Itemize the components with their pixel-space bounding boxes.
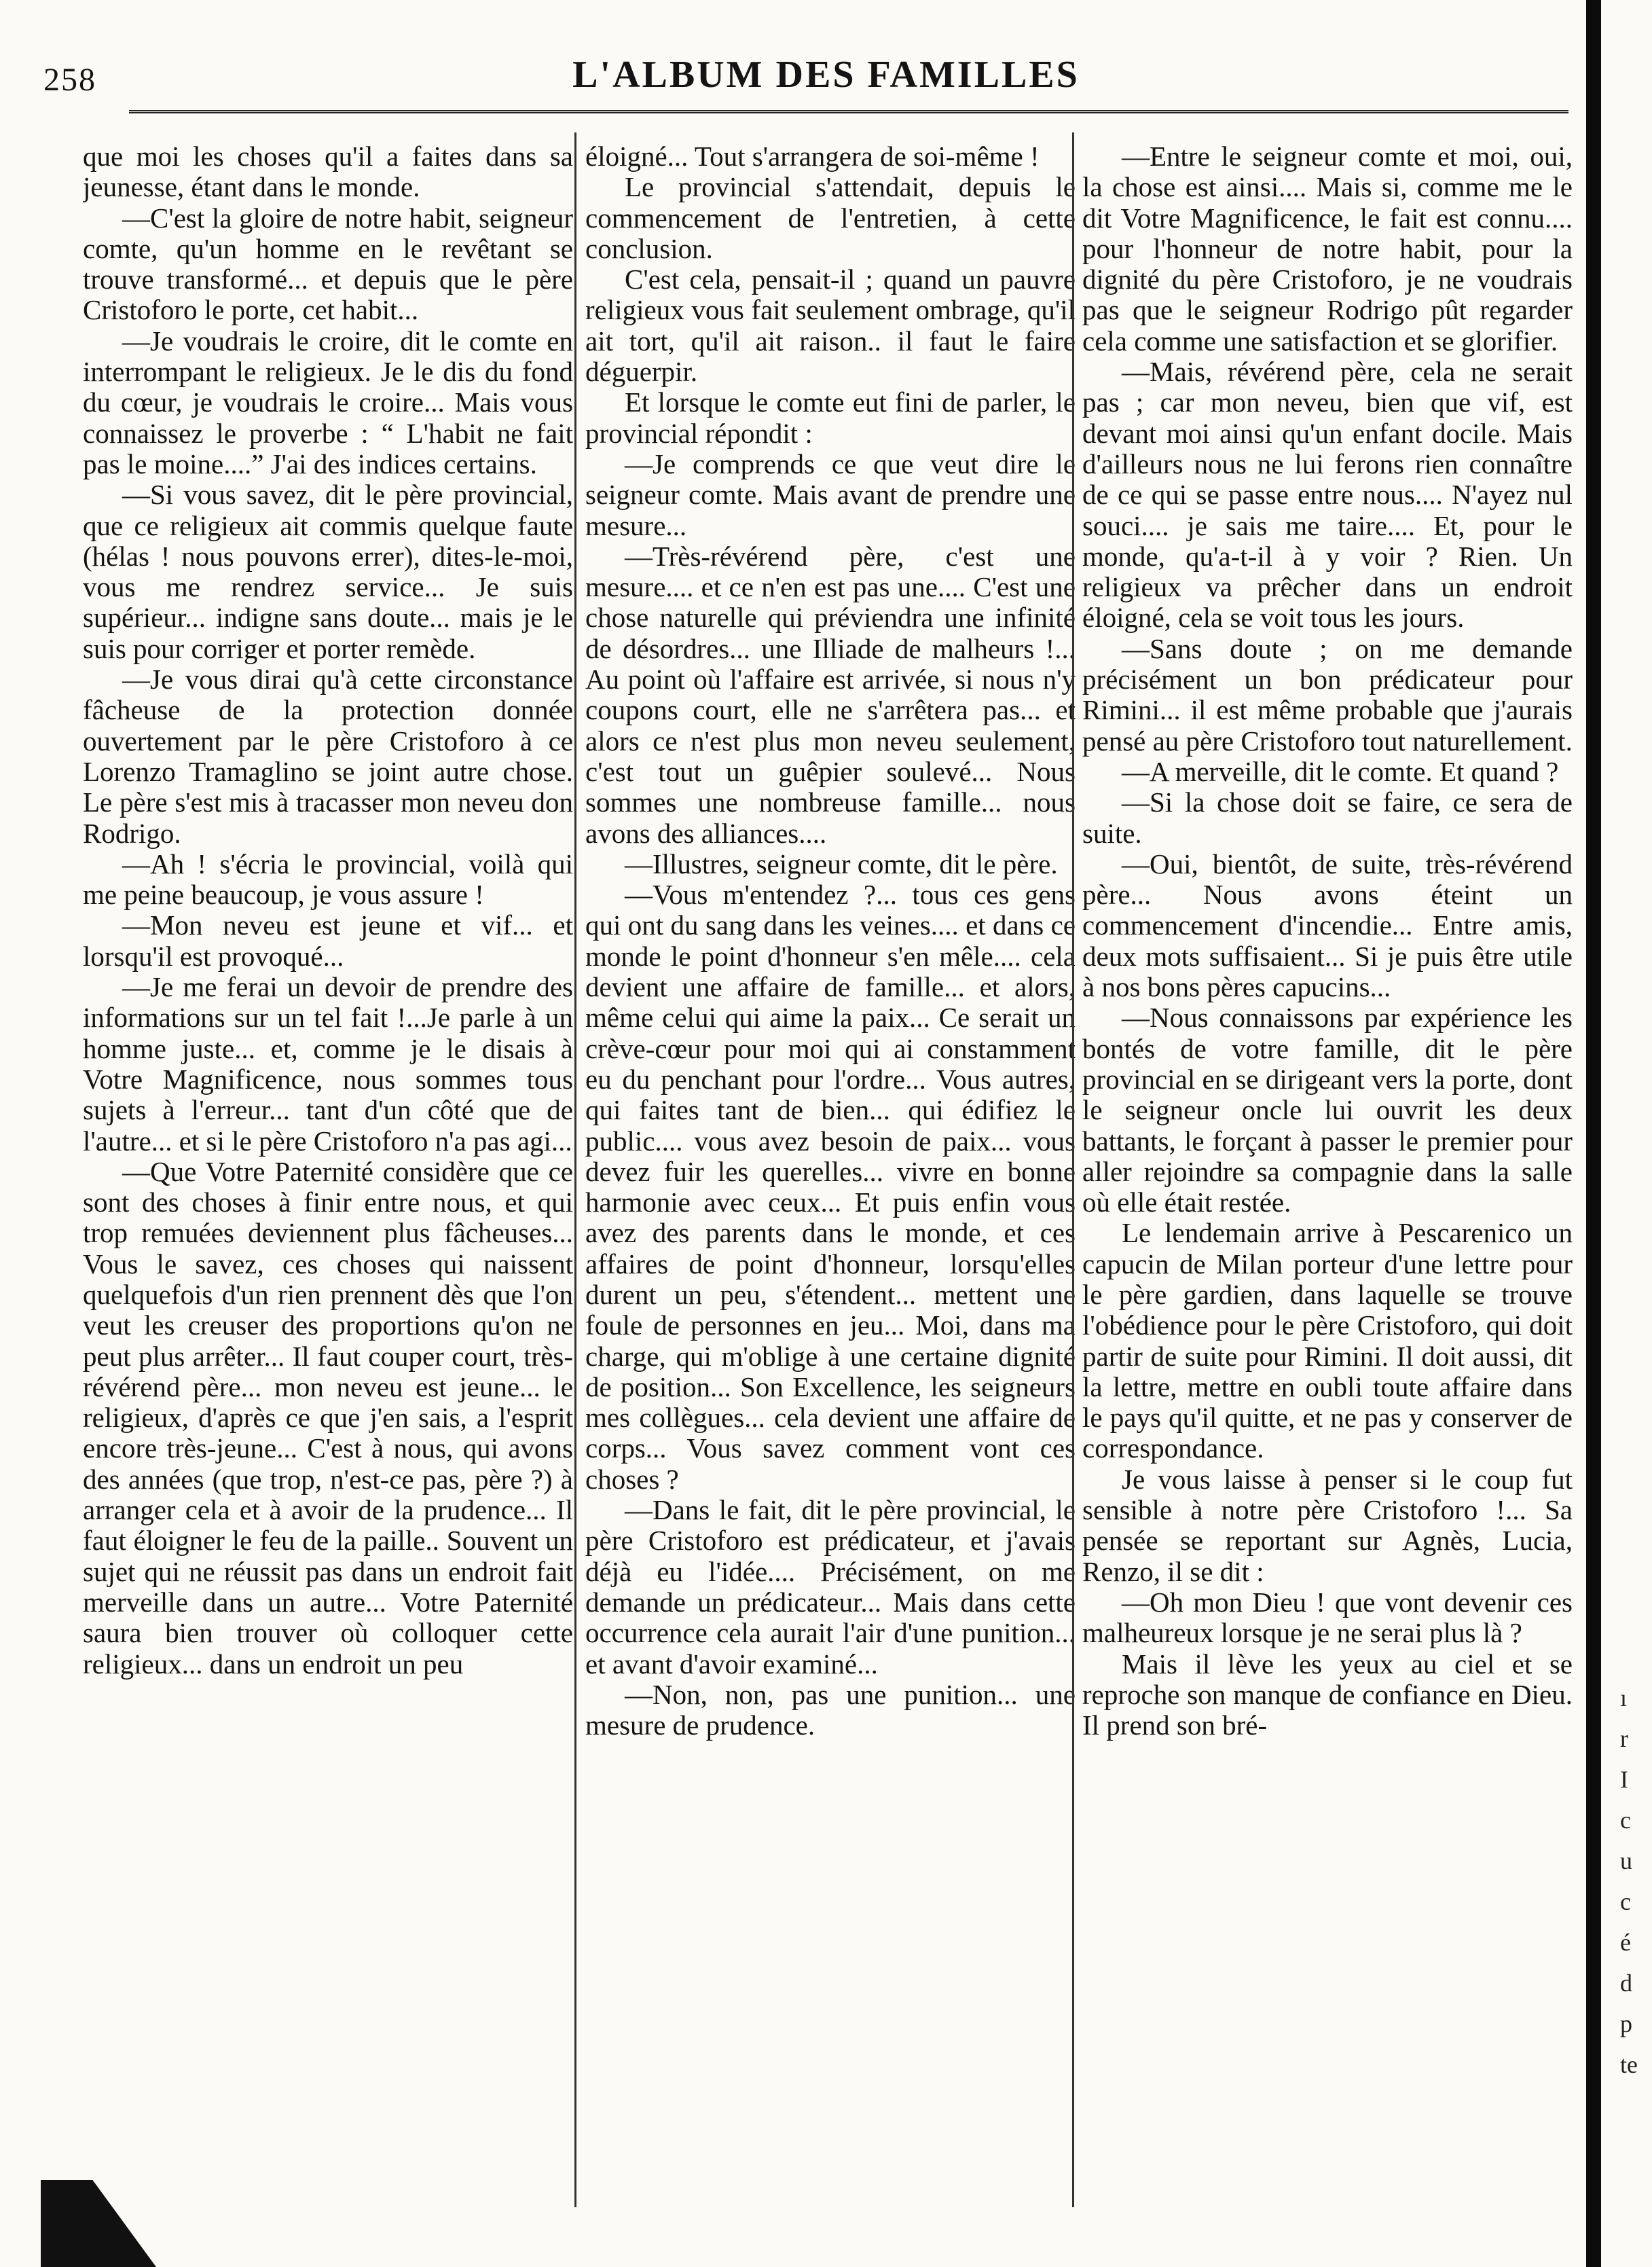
paragraph: Mais il lève les yeux au ciel et se reproche son manque de confiance en Dieu. Il prend son bré-	[1082, 1648, 1573, 1741]
edge-fragment: c	[1620, 1807, 1631, 1834]
edge-fragment: te	[1620, 2051, 1638, 2078]
paragraph: —A merveille, dit le comte. Et quand ?	[1122, 755, 1559, 787]
text-column-2	[585, 141, 1076, 2206]
paragraph: —Dans le fait, dit le père provincial, le père Cristoforo est prédicateur, et j'avais déjà eu l'idée.... Précisément, on me demande un prédicateur... Mais dans cette occurrence cela aurait l'air d'une punition... et avant d'avoir examiné...	[585, 1494, 1076, 1680]
paragraph: —C'est la gloire de notre habit, seigneur comte, qu'un homme en le revêtant se trouve transformé... et depuis que le père Cristoforo le porte, cet habit...	[83, 202, 573, 326]
paragraph: Je vous laisse à penser si le coup fut sensible à notre père Cristoforo !... Sa pensée se reportant sur Agnès, Lucia, Renzo, il se dit :	[1082, 1463, 1573, 1587]
paragraph: —Je me ferai un devoir de prendre des informations sur un tel fait !...Je parle à un homme juste... et, comme je le disais à Votre Magnificence, nous sommes tous sujets à l'erreur... tant d'un côté que de l'autre... et si le père Cristoforo n'a pas agi...	[83, 971, 573, 1157]
column-divider	[574, 132, 576, 2207]
edge-fragment: I	[1620, 1766, 1628, 1793]
paragraph: —Que Votre Paternité considère que ce sont des choses à finir entre nous, et qui trop remuées deviennent plus fâcheuses... Vous le savez, ces choses qui naissent quelquefois d'un rien prennent dès que l'on veut les creuser des proportions qu'on ne peut plus arrêter... Il faut couper court, très-révérend père... mon neveu est jeune... le religieux, d'après ce que j'en sais, a l'esprit encore très-jeune... C'est à nous, qui avons des années (que trop, n'est-ce pas, père ?) à arranger cela et à avoir de la prudence... Il faut éloigner le feu de la paille.. Souvent un sujet qui ne réussit pas dans un endroit fait merveille dans un autre... Votre Paternité saura bien trouver où colloquer cette religieux... dans un endroit un peu	[83, 1155, 573, 1680]
paragraph: —Entre le seigneur comte et moi, oui, la chose est ainsi.... Mais si, comme me le dit Votre Magnificence, le fait est connu.... pour l'honneur de notre habit, pour la dignité du père Cristoforo, je ne voudrais pas que le seigneur Rodrigo pût regarder cela comme une satisfaction et se glorifier.	[1082, 141, 1573, 357]
edge-fragment: é	[1620, 1929, 1631, 1956]
page-number: 258	[43, 62, 96, 98]
edge-fragment: u	[1620, 1847, 1632, 1874]
paragraph: Le lendemain arrive à Pescarenico un capucin de Milan porteur d'une lettre pour le père gardien, dans laquelle se trouve l'obédience pour le père Cristoforo, qui doit partir de suite pour Rimini. Il doit aussi, dit la lettre, mettre en oubli toute affaire dans le pays qu'il quitte, et ne pas y conserver de correspondance.	[1082, 1217, 1573, 1464]
paragraph: éloigné... Tout s'arrangera de soi-même !	[585, 141, 1040, 172]
adjacent-page-fragment	[1620, 1677, 1650, 2085]
paragraph: —Oh mon Dieu ! que vont devenir ces malheureux lorsque je ne serai plus là ?	[1082, 1586, 1573, 1649]
column-divider	[1072, 132, 1074, 2207]
paragraph: —Non, non, pas une punition... une mesure de prudence.	[585, 1678, 1076, 1741]
edge-fragment: r	[1620, 1725, 1628, 1752]
paragraph: —Nous connaissons par expérience les bontés de votre famille, dit le père provincial en se dirigeant vers la porte, dont le seigneur oncle lui ouvrit les deux battants, le forçant à passer le premier pour aller rejoindre sa compagnie dans la salle où elle était restée.	[1082, 1002, 1573, 1218]
paragraph: —Je voudrais le croire, dit le comte en interrompant le religieux. Je le dis du fond du cœur, je voudrais le croire... Mais vous connaissez le proverbe : “ L'habit ne fait pas le moine....” J'ai des indices certains.	[83, 325, 573, 479]
edge-fragment: d	[1620, 1970, 1632, 1997]
paragraph: —Illustres, seigneur comte, dit le père.	[625, 848, 1058, 879]
edge-fragment: ı	[1620, 1684, 1628, 1711]
paragraph: —Mon neveu est jeune et vif... et lorsqu'il est provoqué...	[83, 909, 573, 972]
paragraph: —Très-révérend père, c'est une mesure.... et ce n'en est pas une.... C'est une chose naturelle qui préviendra une infinité de désordres... une Illiade de malheurs !... Au point où l'affaire est arrivée, si nous n'y coupons court, elle ne s'arrêtera pas... et alors ce n'est plus mon neveu seulement, c'est tout un guêpier soulevé... Nous sommes une nombreuse famille... nous avons des alliances....	[585, 540, 1076, 849]
paragraph: —Si la chose doit se faire, ce sera de suite.	[1082, 786, 1573, 849]
text-column-3	[1082, 141, 1573, 2206]
running-title: L'ALBUM DES FAMILLES	[572, 54, 1080, 96]
binding-edge	[1586, 0, 1601, 2267]
paragraph: Et lorsque le comte eut fini de parler, le provincial répondit :	[585, 386, 1076, 449]
paragraph: —Vous m'entendez ?... tous ces gens qui ont du sang dans les veines.... et dans ce monde le point d'honneur s'en mêle.... cela devient une affaire de famille... et alors, même celui qui aime la paix... Ce serait un crève-cœur pour moi qui ai constamment eu du penchant pour l'ordre... Vous autres, qui faites tant de bien... qui édifiez le public.... vous avez besoin de paix... vous devez fuir les querelles... vivre en bonne harmonie avec ceux... Et puis enfin vous avez des parents dans le monde, et ces affaires de point d'honneur, lorsqu'elles durent un peu, s'étendent... mettent une foule de personnes en jeu... Moi, dans ma charge, qui m'oblige à une certaine dignité de position... Son Excellence, les seigneurs mes collègues... cela devient une affaire de corps... Vous savez comment vont ces choses ?	[585, 879, 1076, 1495]
edge-fragment: p	[1620, 2010, 1632, 2037]
text-column-1	[83, 141, 573, 2206]
edge-fragment: c	[1620, 1888, 1631, 1915]
paragraph: —Si vous savez, dit le père provincial, que ce religieux ait commis quelque faute (hélas ! nous pouvons errer), dites-le-moi, vous me rendrez service... Je suis supérieur... indigne sans doute... mais je le suis pour corriger et porter remède.	[83, 479, 573, 664]
paragraph: —Je comprends ce que veut dire le seigneur comte. Mais avant de prendre une mesure...	[585, 448, 1076, 541]
paragraph: —Je vous dirai qu'à cette circonstance fâcheuse de la protection donnée ouvertement par le père Cristoforo à ce Lorenzo Tramaglino se joint autre chose. Le père s'est mis à tracasser mon neveu don Rodrigo.	[83, 664, 573, 849]
paragraph: que moi les choses qu'il a faites dans sa jeunesse, étant dans le monde.	[83, 141, 573, 203]
header-rule	[129, 110, 1568, 113]
paragraph: —Sans doute ; on me demande précisément un bon prédicateur pour Rimini... il est même probable que j'aurais pensé au père Cristoforo tout naturellement.	[1082, 632, 1573, 757]
paragraph: C'est cela, pensait-il ; quand un pauvre religieux vous fait seulement ombrage, qu'il ait tort, qu'il ait raison.. il faut le faire déguerpir.	[585, 264, 1076, 388]
paragraph: —Ah ! s'écria le provincial, voilà qui me peine beaucoup, je vous assure !	[83, 848, 573, 911]
paragraph: —Oui, bientôt, de suite, très-révérend père... Nous avons éteint un commencement d'incendie... Entre amis, deux mots suffisaient... Si je puis être utile à nos bons pères capucins...	[1082, 848, 1573, 1003]
paragraph: —Mais, révérend père, cela ne serait pas ; car mon neveu, bien que vif, est devant moi ainsi qu'un enfant docile. Mais d'ailleurs nous ne lui ferons rien connaître de ce qui se passe entre nous.... N'ayez nul souci.... je sais me taire.... Et, pour le monde, qu'a-t-il à y voir ? Rien. Un religieux va prêcher dans un endroit éloigné, cela se voit tous les jours.	[1082, 356, 1573, 634]
paragraph: Le provincial s'attendait, depuis le commencement de l'entretien, à cette conclusion.	[585, 171, 1076, 264]
